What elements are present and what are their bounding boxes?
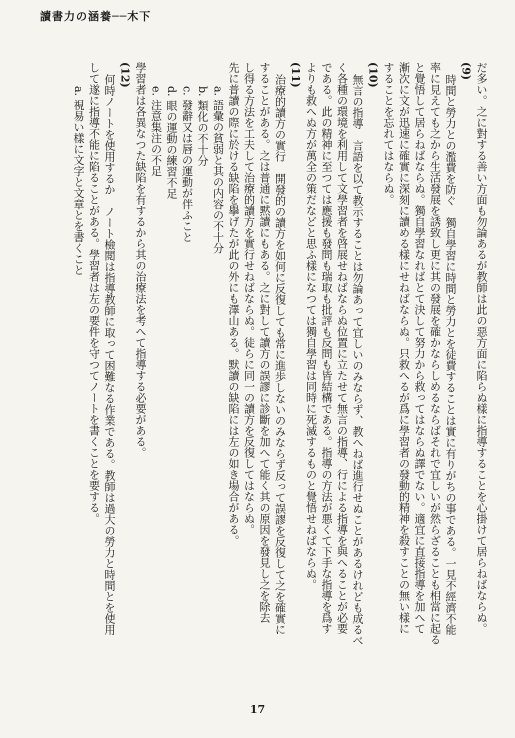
text-line: 學習者は各異なつた缺陷を有するから其の治療法を考へて指導する必要がある。 xyxy=(134,62,147,458)
text-line: 何時ノートを使用するか ノート檢閲は指導教師に取って困難なる作業である。教師は過大の勞力と時間とを使用 xyxy=(103,74,116,635)
text-line: 漸次に文が迅速に確實に深刻に讀める樣にせねばならぬ。只救へるが爲に學習者の發動的精神を殺すことの無い樣に xyxy=(397,62,411,634)
list-item: c. 發辭又は唇の運動が伴ふこと xyxy=(180,86,194,243)
text-line: 無言の指導 言語を以て教示することは勿論あって宜しいのみならず、教へねば進行せぬことがあるけれども成るべ xyxy=(351,74,364,646)
section-number: (9) xyxy=(459,62,473,81)
text-line: 時間と勞力との濫費を防ぐ 獨自學習に時間と勞力とを徒費することは實に有りがちの事である。一見不經濟不能 xyxy=(444,74,457,635)
text-line: 率に見えても之から生活發展を誘致し更に其の發展を確かならしめるならばそれで宜しいが然らざることも相當に起る xyxy=(428,62,442,645)
text-line: と覺悟して居らねばならぬ。獨自學習なればとて決して努力から救ってはならぬ譯でない。適宜に直接指導を加へて xyxy=(413,62,426,634)
list-item: e. 注意集注の不足 xyxy=(149,86,163,177)
running-header: 讀書力の涵養──木下 xyxy=(40,10,152,23)
text-line: し得る方法を工夫して治療的讀方を實行せねばならぬ。徒らに同一の讀方を反復してはならぬ。 xyxy=(242,62,256,535)
text-line: く各種の環境を利用して文學習者を啓展せねばならぬ位置に立たせて無言の指導、行による指導を與へることが必要 xyxy=(335,62,349,634)
text-line: することを忘れてはならぬ。 xyxy=(382,62,395,205)
section-number: (10) xyxy=(366,62,380,88)
page-number: 17 xyxy=(249,703,266,716)
text-line: することがある。之は普通に黙讀にもある。之に對して讀方の誤謬に診斷を加へて能く其の原因を發見し之を除去 xyxy=(258,62,271,623)
section-number: (11) xyxy=(289,62,302,88)
text-line: よりも救へぬ方が萬全の策だなどと思ふ樣になつては獨自學習は同時に死滅するものと覺悟せねばならぬ。 xyxy=(304,62,318,590)
list-item: a. 語彙の貧弱と其の内容の不十分 xyxy=(211,86,225,254)
text-line: 治療的讀方の實行 開發的の讀方を如何に反復しても常に進歩しないのみならず反って誤謬を反復して之を確實に xyxy=(273,74,287,635)
text-line: 先に普讀の際に於ける缺陷を擧げたが此の外にも澤山ある。默讀の缺陷には左の如き場合がある。 xyxy=(227,62,240,546)
text-line: である。此の精神に至つては應援も發問も瑞取も批評も反問も皆結構である。指導の方法が悪くて下手な指導を爲す xyxy=(320,62,333,634)
list-item: d. 眼の運動の練習不足 xyxy=(165,86,178,200)
section-number: (12) xyxy=(118,62,132,88)
text-line: して遂に指導不能に陷ることがある。學習者は左の要件を守つてノートを書くことを要する。 xyxy=(87,62,101,524)
text-line: だ多い。之に對する善い方面も勿論あるが教師は此の惡方面に陷らぬ樣に指導することを心掛けて居らねばならぬ。 xyxy=(475,62,488,634)
vertical-body-text xyxy=(24,62,489,694)
list-item: b. 類化の不十分 xyxy=(196,86,209,167)
list-item: a. 視易い樣に文字と文章とを書くこと xyxy=(72,86,85,276)
